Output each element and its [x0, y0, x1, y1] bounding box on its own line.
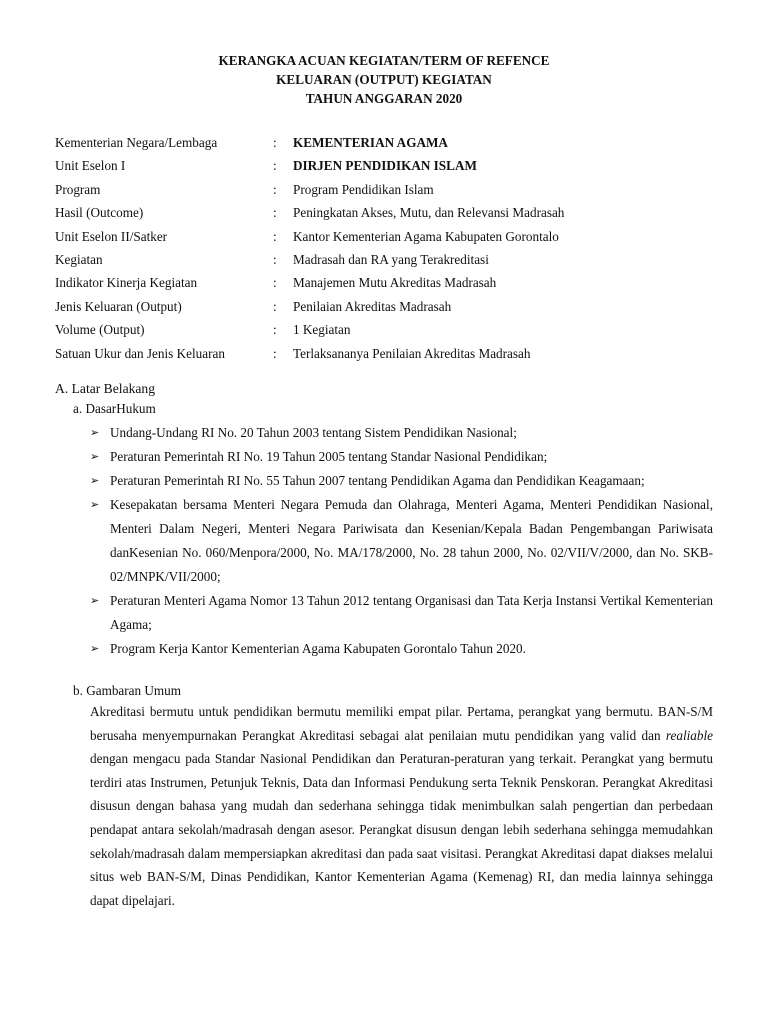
info-row [55, 251, 715, 274]
overview-paragraph [90, 700, 713, 912]
info-label: Satuan Ukur dan Jenis Keluaran [55, 345, 225, 361]
info-label: Volume (Output) [55, 322, 145, 338]
info-row [55, 321, 715, 344]
info-value: Penilaian Akreditas Madrasah [293, 298, 452, 314]
paragraph-italic-word: realiable [665, 727, 713, 743]
info-label: Unit Eselon II/Satker [55, 228, 168, 244]
info-colon: : [273, 135, 277, 150]
info-value: Kantor Kementerian Agama Kabupaten Gorontalo [293, 228, 559, 244]
title-line-2: KELUARAN (OUTPUT) KEGIATAN [276, 72, 492, 87]
list-item: ➢ Program Kerja Kantor Kementerian Agama Kabupaten Gorontalo Tahun 2020. [90, 637, 713, 661]
info-colon: : [273, 181, 277, 197]
section-heading-latar-belakang [55, 380, 715, 398]
info-value: KEMENTERIAN AGAMA [293, 135, 448, 150]
info-label: Program [55, 181, 101, 197]
legal-basis-list [90, 421, 713, 661]
info-label: Indikator Kinerja Kegiatan [55, 275, 198, 291]
info-colon: : [273, 298, 277, 314]
info-colon: : [273, 158, 277, 174]
title-line-3: TAHUN ANGGARAN 2020 [305, 91, 463, 106]
info-row [55, 228, 715, 251]
info-value: Peningkatan Akses, Mutu, dan Relevansi Madrasah [293, 205, 565, 221]
info-value: Manajemen Mutu Akreditas Madrasah [293, 275, 497, 291]
list-item: ➢ Peraturan Menteri Agama Nomor 13 Tahun 2012 tentang Organisasi dan Tata Kerja Instansi Vertikal Kementerian Agama; [90, 589, 713, 637]
info-label: Hasil (Outcome) [55, 205, 144, 221]
document-title [0, 51, 768, 108]
sub-heading-gambaran-umum: b. Gambaran Umum [73, 683, 182, 698]
info-value: DIRJEN PENDIDIKAN ISLAM [293, 158, 477, 174]
list-item: ➢ Undang-Undang RI No. 20 Tahun 2003 tentang Sistem Pendidikan Nasional; [90, 421, 713, 445]
list-item: ➢ Kesepakatan bersama Menteri Negara Pemuda dan Olahraga, Menteri Agama, Menteri Pendidikan Nasional, Menteri Dalam Negeri, Menteri Negara Pariwisata dan Kesenian/Kepala Badan Pengembangan Pariwisata danKesenian No. 060/Menpora/2000, No. MA/178/2000, No. 28 tahun 2000, No. 02/VII/V/2000, dan No. SKB-02/MNPK/VII/2000; [90, 493, 713, 589]
sub-heading-dasar-hukum: a. DasarHukum [73, 401, 156, 416]
info-row [55, 181, 715, 204]
info-value: Terlaksananya Penilaian Akreditas Madrasah [293, 345, 531, 361]
info-colon: : [273, 205, 277, 221]
info-colon: : [273, 345, 277, 361]
info-label: Kegiatan [55, 251, 103, 267]
section-heading-text: A. Latar Belakang [55, 381, 156, 396]
paragraph-text-end: dengan mengacu pada Standar Nasional Pendidikan dan Peraturan-peraturan yang terkait. Perangkat yang bermutu terdiri atas Instrumen, Petunjuk Teknis, Data dan Informasi Pendukung serta Teknik Penskoran. Perangkat Akreditasi disusun dengan bahasa yang mudah dan sederhana sehingga tidak menimbulkan salah pengertian dan perbedaan pendapat antara sekolah/madrasah dengan asesor. Perangkat disusun dengan lebih sederhana sehingga memudahkan sekolah/madrasah dalam mempersiapkan akreditasi dan pada saat visitasi. Perangkat Akreditasi dapat diakses melalui situs web BAN-S/M, Dinas Pendidikan, Kantor Kementerian Agama (Kemenag) RI, dan media lainnya sehingga dapat dipelajari. [90, 751, 713, 908]
info-colon: : [273, 275, 277, 291]
info-row [55, 345, 715, 368]
info-colon: : [273, 322, 277, 338]
info-colon: : [273, 251, 277, 267]
info-colon: : [273, 228, 277, 244]
info-table [55, 134, 715, 368]
info-row [55, 274, 715, 297]
info-value: Madrasah dan RA yang Terakreditasi [293, 251, 489, 267]
list-item: ➢ Peraturan Pemerintah RI No. 19 Tahun 2005 tentang Standar Nasional Pendidikan; [90, 445, 713, 469]
list-item: ➢ Peraturan Pemerintah RI No. 55 Tahun 2007 tentang Pendidikan Agama dan Pendidikan Keagamaan; [90, 469, 713, 493]
info-value: Program Pendidikan Islam [293, 181, 434, 197]
info-label: Jenis Keluaran (Output) [55, 298, 182, 314]
info-label: Unit Eselon I [55, 158, 126, 174]
paragraph-text-start: Akreditasi bermutu untuk pendidikan bermutu memiliki empat pilar. Pertama, perangkat yang bermutu. BAN-S/M berusaha menyempurnakan Perangkat Akreditasi sebagai alat penilaian mutu pendidikan yang valid dan [90, 704, 713, 743]
info-value: 1 Kegiatan [293, 322, 351, 338]
info-row [55, 204, 715, 227]
info-row [55, 134, 715, 157]
info-row [55, 298, 715, 321]
info-row [55, 157, 715, 180]
title-line-1: KERANGKA ACUAN KEGIATAN/TERM OF REFENCE [218, 53, 550, 68]
info-label: Kementerian Negara/Lembaga [55, 135, 218, 150]
